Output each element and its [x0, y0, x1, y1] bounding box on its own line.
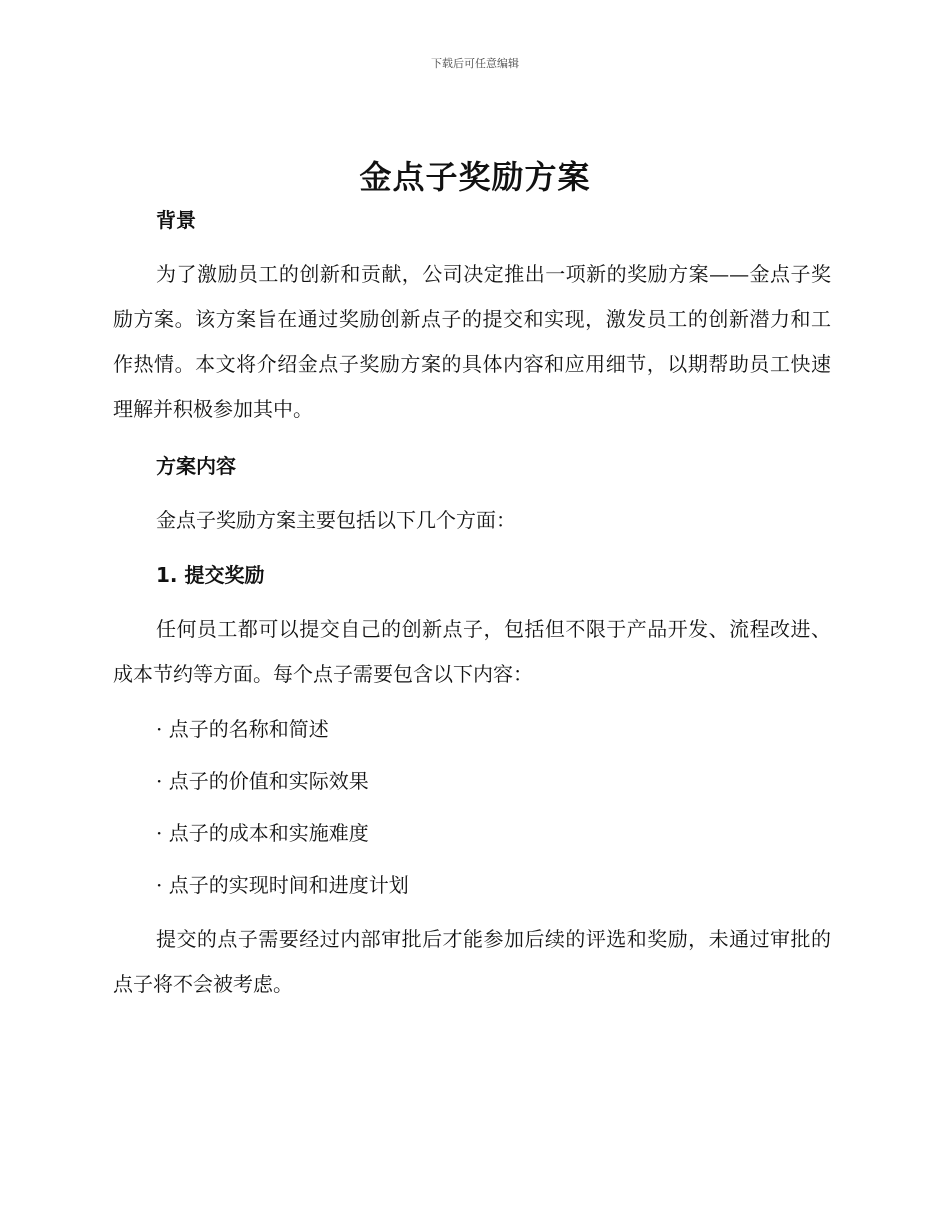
- list-item: · 点子的成本和实施难度: [156, 821, 369, 845]
- document-body: [113, 200, 831, 1007]
- header-note: 下载后可任意编辑: [431, 57, 519, 70]
- paragraph-submit: 任何员工都可以提交自己的创新点子，包括但不限于产品开发、流程改进、成本节约等方面。每个点子需要包含以下内容：: [113, 617, 831, 686]
- paragraph-approval: 提交的点子需要经过内部审批后才能参加后续的评选和奖励，未通过审批的点子将不会被考虑。: [113, 927, 831, 996]
- section-heading-submit: 1. 提交奖励: [156, 563, 265, 587]
- section-heading-content: 方案内容: [156, 454, 236, 478]
- list-item: · 点子的价值和实际效果: [156, 769, 369, 793]
- section-heading-background: 背景: [156, 208, 196, 232]
- list-item: · 点子的实现时间和进度计划: [156, 873, 409, 897]
- document-title: 金点子奖励方案: [359, 158, 591, 196]
- paragraph-content-intro: 金点子奖励方案主要包括以下几个方面：: [156, 508, 516, 532]
- list-item: · 点子的名称和简述: [156, 717, 329, 741]
- paragraph-background: 为了激励员工的创新和贡献，公司决定推出一项新的奖励方案——金点子奖励方案。该方案旨在通过奖励创新点子的提交和实现，激发员工的创新潜力和工作热情。本文将介绍金点子奖励方案的具体内容和应用细节，以期帮助员工快速理解并积极参加其中。: [113, 262, 831, 421]
